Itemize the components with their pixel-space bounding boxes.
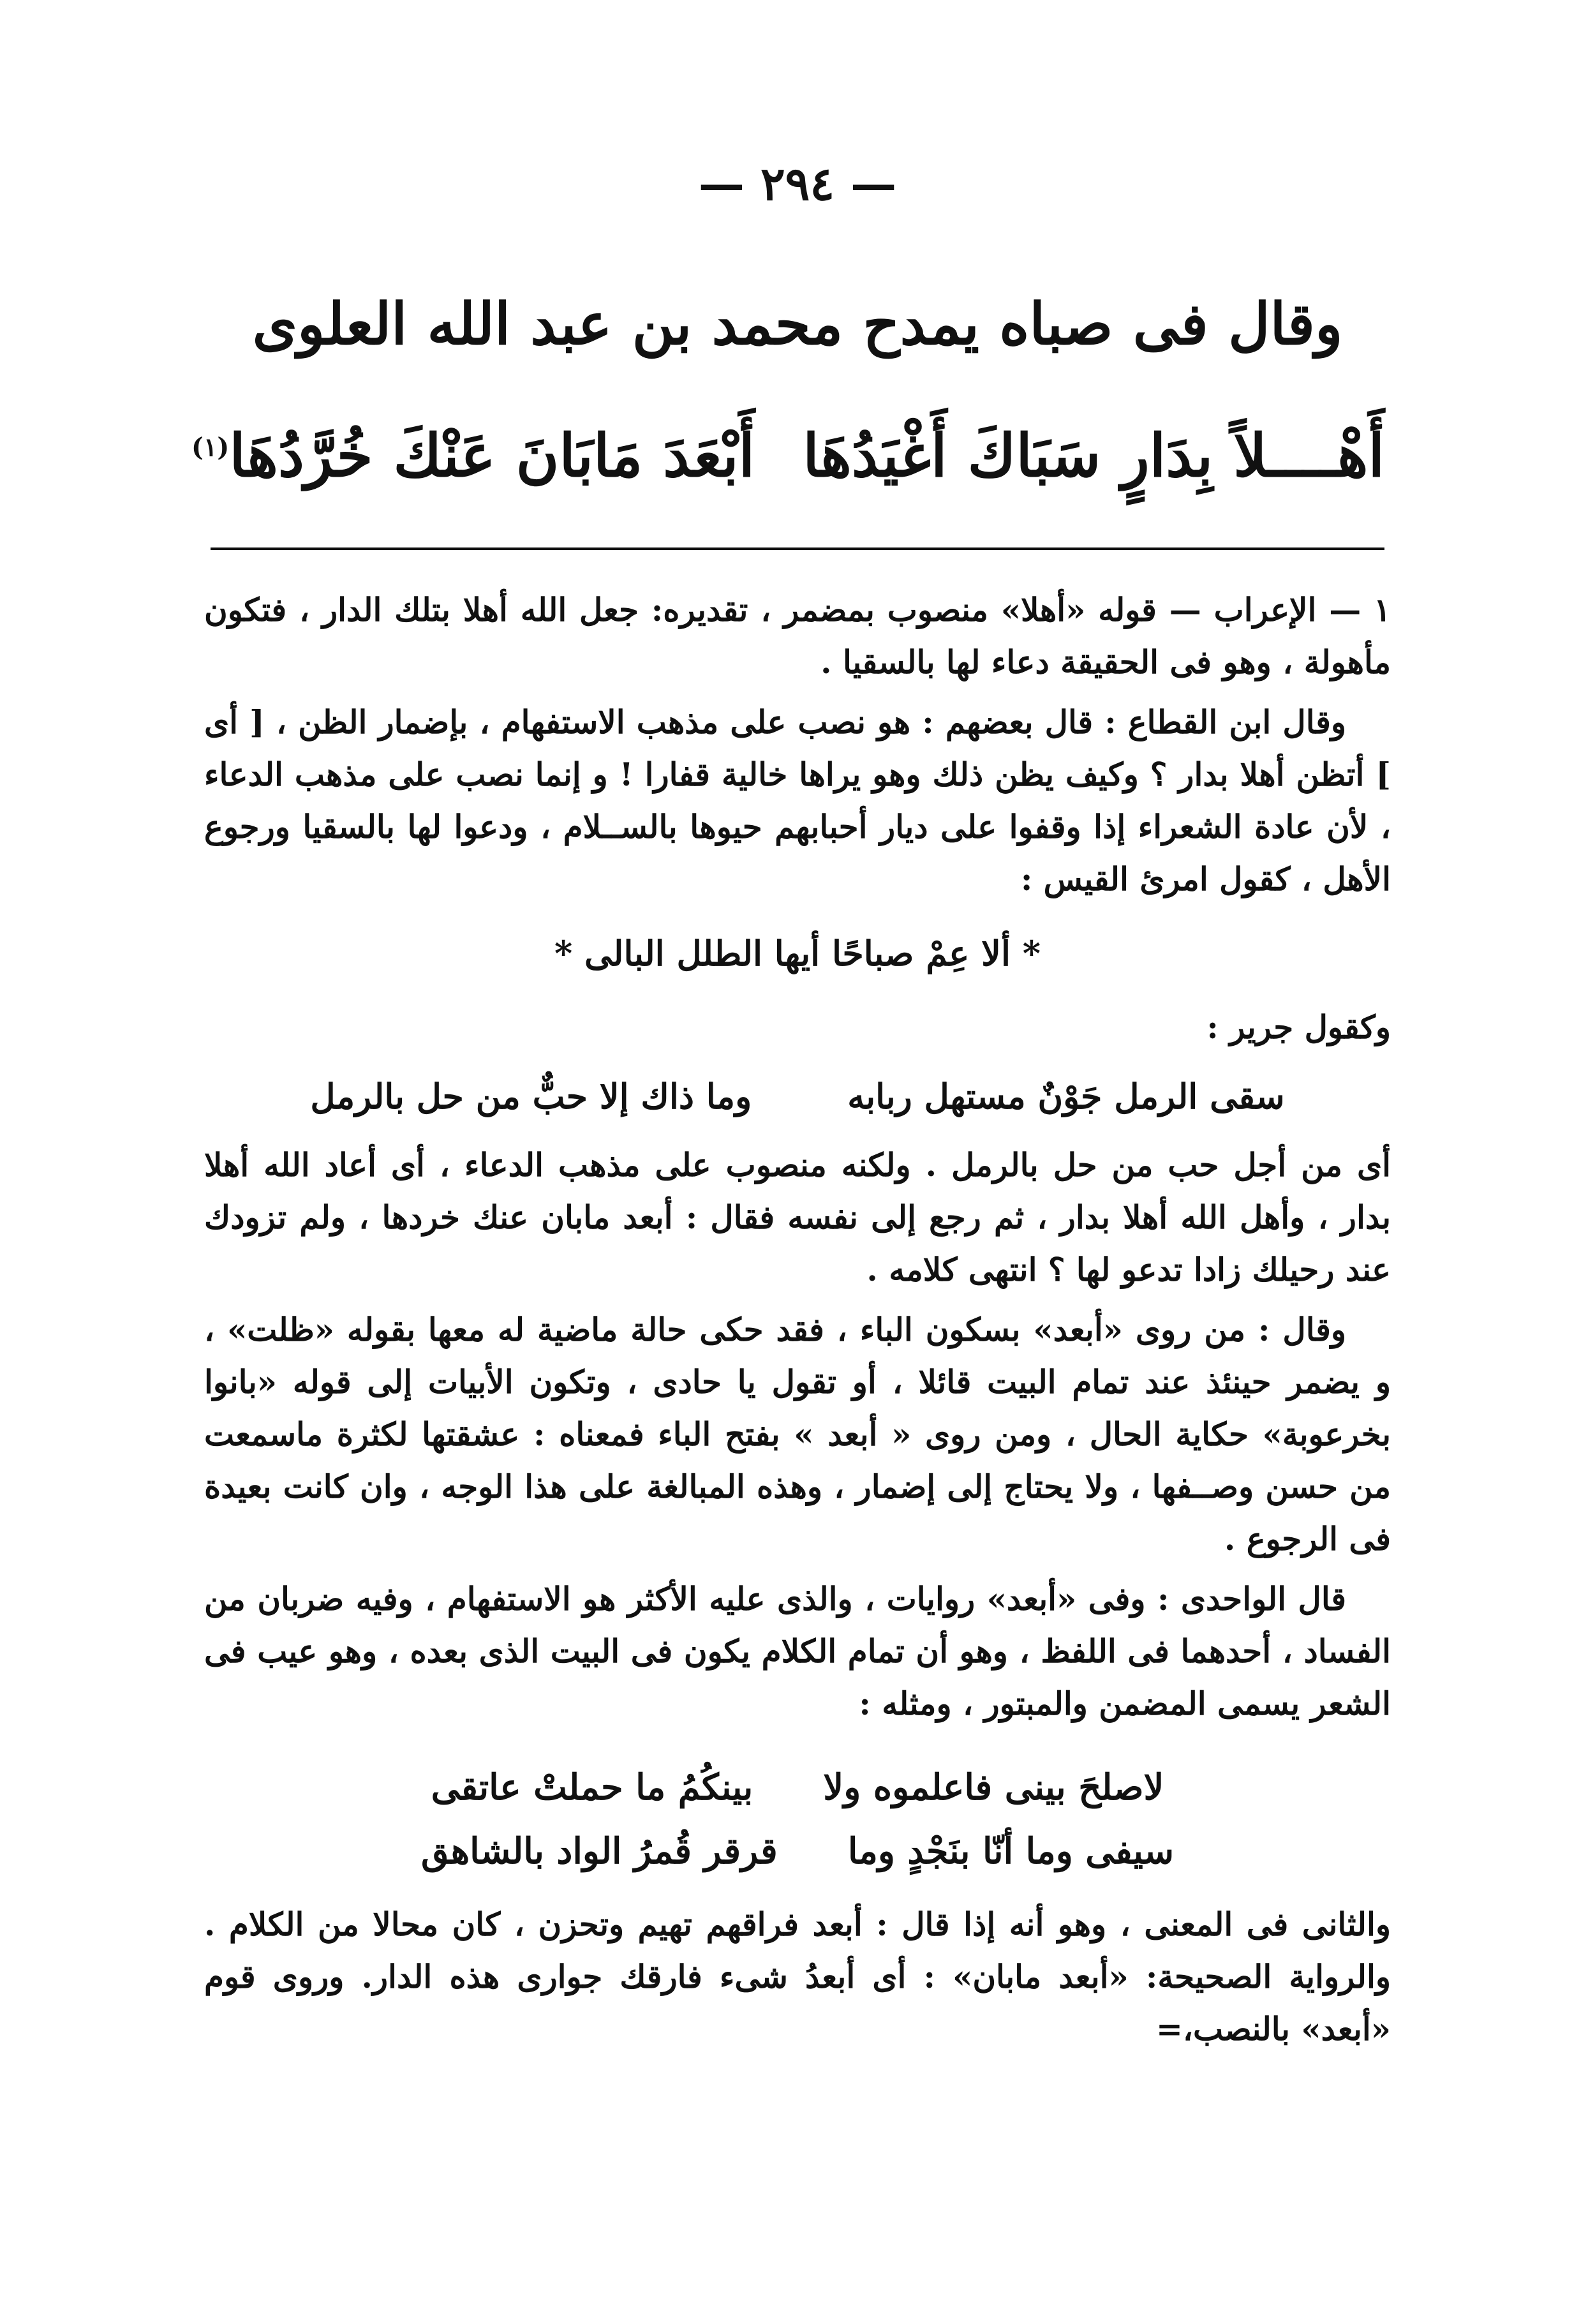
- quoted-verse-imru-al-qays: * ألا عِمْ صباحًا أيها الطلل البالى *: [554, 933, 1041, 974]
- quoted-verse-pair: [204, 1755, 1391, 1883]
- footnote-marker: (١): [191, 432, 230, 463]
- quoted-verse-line-2: [204, 1819, 1391, 1883]
- note-paragraph-7: والثانى فى المعنى ، وهو أنه إذا قال : أبعد فراقهم تهيم وتحزن ، كان محالا من الكلام . والرواية الصحيحة: «أبعد مابان» : أى أبعدُ شىء فارقك جوارى هذه الدار. وروى قوم «أبعد» بالنصب،=: [204, 1905, 1391, 2048]
- note-paragraph-4: أى من أجل حب من حل بالرمل . ولكنه منصوب على مذهب الدعاء ، أى أعاد الله أهلا بدار ، وأهل الله أهلا بدار ، ثم رجع إلى نفسه فقال : أبعد مابان عنك خردها ، ولم تزودك عند رحيلك زادا تدعو لها ؟ انتهى كلامه .: [204, 1146, 1391, 1288]
- main-verse: [191, 421, 1384, 490]
- jarir-hemistich-1: سقى الرمل جَوْنٌ مستهل ربابه: [847, 1076, 1285, 1117]
- verse-a-hemistich-1: لاصلحَ بينى فاعلموه ولا: [823, 1766, 1164, 1808]
- jarir-hemistich-2: وما ذاك إلا حبٌّ من حل بالرمل: [310, 1076, 752, 1117]
- note-paragraph-5: وقال : من روى «أبعد» بسكون الباء ، فقد حكى حالة ماضية له معها بقوله «ظلت» ، و يضمر حينئذ عند تمام البيت قائلا ، أو تقول يا حادى ، وتكون الأبيات إلى قوله «بانوا بخرعوبة» حكاية الحال ، ومن روى « أبعد » بفتح الباء فمعناه : عشقتها لكثرة ماسمعت من حسن وصــفها ، ولا يحتاج إلى إضمار ، وهذه المبالغة على هذا الوجه ، وان كانت بعيدة فى الرجوع .: [204, 1311, 1391, 1558]
- note-paragraph-3: وكقول جرير :: [1206, 1008, 1391, 1046]
- poem-title: وقال فى صباه يمدح محمد بن عبد الله العلوى: [252, 290, 1343, 358]
- quoted-verse-jarir: [204, 1070, 1391, 1122]
- note-paragraph-6: قال الواحدى : وفى «أبعد» روايات ، والذى عليه الأكثر هو الاستفهام ، وفيه ضربان من الفساد ، أحدهما فى اللفظ ، وهو أن تمام الكلام يكون فى البيت الذى بعده ، وهو عيب فى الشعر يسمى المضمن والمبتور ، ومثله :: [204, 1580, 1391, 1722]
- verse-b-hemistich-1: سيفى وما أنّا بنَجْدٍ وما: [847, 1830, 1175, 1872]
- note-paragraph-1: ١ — الإعراب — قوله «أهلا» منصوب بمضمر ، تقديره: جعل الله أهلا بتلك الدار ، فتكون مأهولة ، وهو فى الحقيقة دعاء لها بالسقيا .: [204, 591, 1391, 681]
- main-verse-second-text: أَبْعَدَ مَابَانَ عَنْكَ خُرَّدُهَا: [229, 421, 755, 490]
- footnote-commentary: [204, 584, 1391, 2055]
- quoted-verse-line-1: [204, 1755, 1391, 1819]
- verse-a-hemistich-2: بينكُمُ ما حملتْ عاتقى: [431, 1766, 753, 1808]
- main-verse-second-hemistich: [191, 421, 755, 490]
- footnote-divider: [211, 547, 1384, 550]
- note-paragraph-2: وقال ابن القطاع : قال بعضهم : هو نصب على مذهب الاستفهام ، بإضمار الظن ، [ أى ] أتظن أهلا بدار ؟ وكيف يظن ذلك وهو يراها خالية قفارا ! و إنما نصب على مذهب الدعاء ، لأن عادة الشعراء إذا وقفوا على ديار أحبابهم حيوها بالســلام ، ودعوا لها بالسقيا ورجوع الأهل ، كقول امرئ القيس :: [204, 703, 1391, 898]
- main-verse-first-hemistich: أَهْــــلاً بِدَارٍ سَبَاكَ أَغْيَدُهَا: [803, 421, 1384, 490]
- page-number: — ٢٩٤ —: [698, 156, 897, 211]
- verse-b-hemistich-2: قرقر قُمرُ الواد بالشاهق: [420, 1830, 778, 1872]
